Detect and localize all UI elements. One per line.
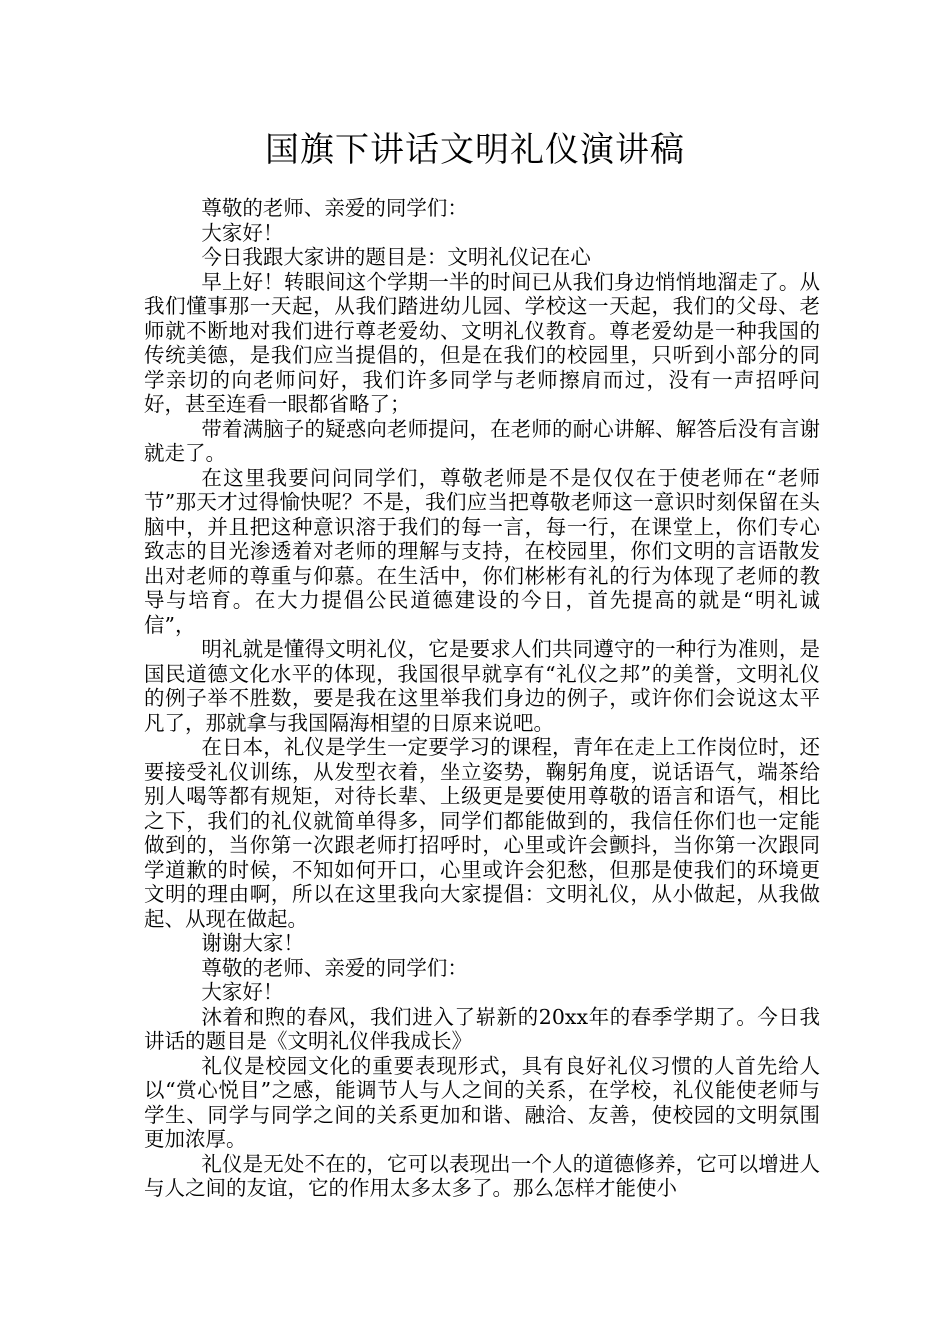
document-title: 国旗下讲话文明礼仪演讲稿 [265,130,685,170]
paragraph-8: 在日本，礼仪是学生一定要学习的课程，青年在走上工作岗位时，还要接受礼仪训练，从发型衣着，坐立姿势，鞠躬角度，说话语气，端茶给别人喝等都有规矩，对待长辈、上级更是要使用尊敬的语言和语气，相比之下，我们的礼仪就简单得多，同学们都能做到的，我信任你们也一定能做到的，当你第一次跟老师打招呼时，心里或许会颤抖，当你第一次跟同学道歉的时候，不知如何开口，心里或许会犯愁，但那是使我们的环境更文明的理由啊，所以在这里我向大家提倡：文明礼仪，从小做起，从我做起、从现在做起。 [144,735,820,931]
paragraph-5: 带着满脑子的疑惑向老师提问，在老师的耐心讲解、解答后没有言谢就走了。 [144,416,820,465]
paragraph-3: 今日我跟大家讲的题目是：文明礼仪记在心 [201,245,591,269]
paragraph-11: 大家好！ [201,980,284,1004]
paragraph-14: 礼仪是无处不在的，它可以表现出一个人的道德修养，它可以增进人与人之间的友谊，它的作用太多太多了。那么怎样才能使小 [144,1151,820,1200]
paragraph-13: 礼仪是校园文化的重要表现形式，具有良好礼仪习惯的人首先给人以“赏心悦目”之感，能调节人与人之间的关系，在学校，礼仪能使老师与学生、同学与同学之间的关系更加和谐、融洽、友善，使校园的文明氛围更加浓厚。 [144,1053,820,1151]
paragraph-6: 在这里我要问问同学们，尊敬老师是不是仅仅在于使老师在“老师节”那天才过得愉快呢？不是，我们应当把尊敬老师这一意识时刻保留在头脑中，并且把这种意识溶于我们的每一言，每一行，在课堂上，你们专心致志的目光渗透着对老师的理解与支持，在校园里，你们文明的言语散发出对老师的尊重与仰慕。在生活中，你们彬彬有礼的行为体现了老师的教导与培育。在大力提倡公民道德建设的今日，首先提高的就是“明礼诚信”， [144,465,820,637]
paragraph-9: 谢谢大家！ [201,931,304,955]
paragraph-2: 大家好！ [201,220,284,245]
paragraph-4: 早上好！转眼间这个学期一半的时间已从我们身边悄悄地溜走了。从我们懂事那一天起，从我们踏进幼儿园、学校这一天起，我们的父母、老师就不断地对我们进行尊老爱幼、文明礼仪教育。尊老爱幼是一种我国的传统美德，是我们应当提倡的，但是在我们的校园里，只听到小部分的同学亲切的向老师问好，我们许多同学与老师擦肩而过，没有一声招呼问好，甚至连看一眼都省略了； [144,269,820,416]
paragraph-10: 尊敬的老师、亲爱的同学们： [201,955,468,980]
paragraph-1: 尊敬的老师、亲爱的同学们： [201,196,468,220]
paragraph-7: 明礼就是懂得文明礼仪，它是要求人们共同遵守的一种行为准则，是国民道德文化水平的体现，我国很早就享有“礼仪之邦”的美誉，文明礼仪的例子举不胜数，要是我在这里举我们身边的例子，或许你们会说这太平凡了，那就拿与我国隔海相望的日原来说吧。 [144,637,820,735]
document-body [144,196,820,1201]
paragraph-12: 沐着和煦的春风，我们进入了崭新的20xx年的春季学期了。今日我讲话的题目是《文明礼仪伴我成长》 [144,1004,820,1053]
